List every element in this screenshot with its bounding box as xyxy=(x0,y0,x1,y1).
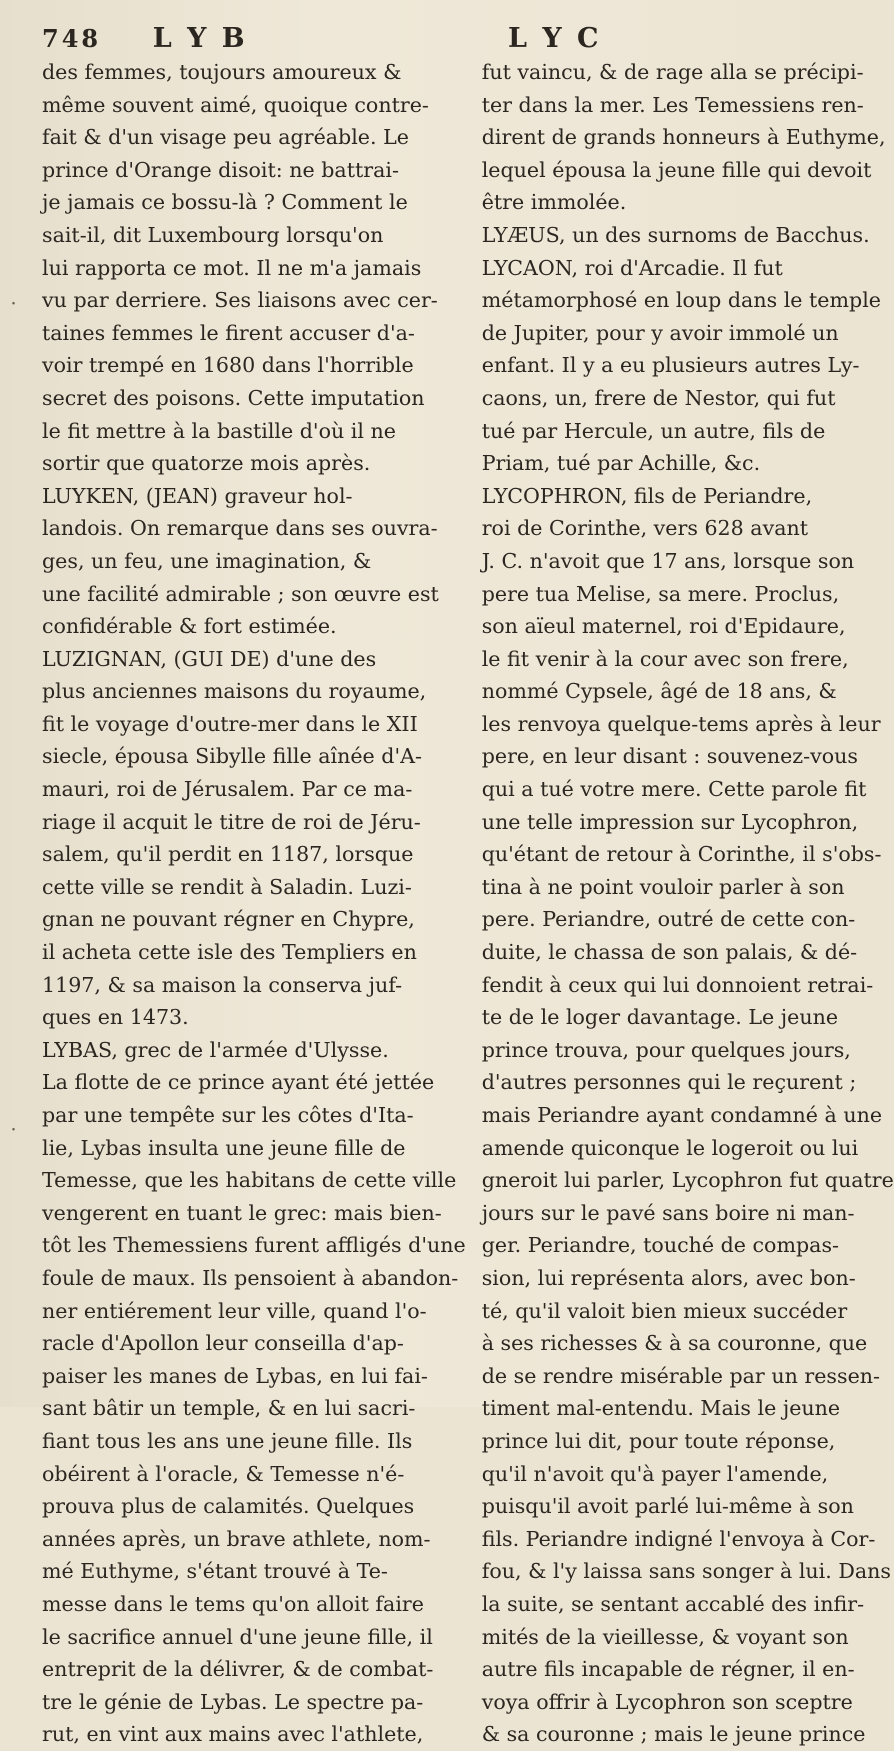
text-line: LYÆUS, un des surnoms de Bacchus. xyxy=(481,222,870,247)
text-line: tôt les Themessiens furent affligés d'une xyxy=(42,1233,466,1258)
text-line: métamorphosé en loup dans le temple xyxy=(481,288,881,313)
text-line: ger. Periandre, touché de compas- xyxy=(481,1233,839,1258)
text-line: de se rendre misérable par un ressen- xyxy=(481,1363,880,1388)
text-line: paiser les manes de Lybas, en lui fai- xyxy=(42,1363,428,1388)
text-line: ter dans la mer. Les Temessiens ren- xyxy=(481,92,864,117)
text-line: prince lui dit, pour toute réponse, xyxy=(481,1428,836,1453)
text-line: le sacrifice annuel d'une jeune fille, il xyxy=(42,1624,433,1649)
text-line: sortir que quatorze mois après. xyxy=(42,451,371,476)
text-line: nommé Cypsele, âgé de 18 ans, & xyxy=(481,679,837,704)
text-line: Temesse, que les habitans de cette ville xyxy=(42,1168,457,1193)
text-line: salem, qu'il perdit en 1187, lorsque xyxy=(42,842,414,867)
text-line: prouva plus de calamités. Quelques xyxy=(42,1494,415,1519)
left-column xyxy=(42,56,466,1751)
text-line: sant bâtir un temple, & en lui sacri- xyxy=(42,1396,416,1421)
text-line: fiant tous les ans une jeune fille. Ils xyxy=(42,1428,413,1453)
text-line: voya offrir à Lycophron son sceptre xyxy=(481,1689,853,1714)
text-line: tre le génie de Lybas. Le spectre pa- xyxy=(42,1689,424,1714)
text-line: mauri, roi de Jérusalem. Par ce ma- xyxy=(42,777,413,802)
text-line: lui rapporta ce mot. Il ne m'a jamais xyxy=(42,255,422,280)
text-line: puisqu'il avoit parlé lui-même à son xyxy=(481,1494,854,1519)
text-line: tué par Hercule, un autre, fils de xyxy=(481,418,826,443)
text-line: prince trouva, pour quelques jours, xyxy=(481,1037,851,1062)
text-line: le fit mettre à la bastille d'où il ne xyxy=(42,418,396,443)
text-line: Priam, tué par Achille, &c. xyxy=(481,451,761,476)
header-right xyxy=(308,23,774,54)
text-line: J. C. n'avoit que 17 ans, lorsque son xyxy=(481,548,855,573)
text-line: fou, & l'y laissa sans songer à lui. Dans xyxy=(481,1559,891,1584)
text-line: te de le loger davantage. Le jeune xyxy=(481,1005,839,1030)
text-line: racle d'Apollon leur conseilla d'ap- xyxy=(42,1331,404,1356)
text-line: pere. Periandre, outré de cette con- xyxy=(481,907,856,932)
text-line: obéirent à l'oracle, & Temesse n'é- xyxy=(42,1461,405,1486)
text-columns xyxy=(42,56,894,1751)
text-line: riage il acquit le titre de roi de Jéru- xyxy=(42,809,421,834)
text-line: de Jupiter, pour y avoir immolé un xyxy=(481,320,839,345)
text-line: dirent de grands honneurs à Euthyme, xyxy=(481,125,886,150)
text-line: cette ville se rendit à Saladin. Luzi- xyxy=(42,874,412,899)
text-line: LUZIGNAN, (GUI DE) d'une des xyxy=(42,646,377,671)
text-line: sion, lui représenta alors, avec bon- xyxy=(481,1265,856,1290)
text-line: vu par derriere. Ses liaisons avec cer- xyxy=(42,288,438,313)
text-line: le fit venir à la cour avec son frere, xyxy=(481,646,849,671)
text-line: pere tua Melise, sa mere. Proclus, xyxy=(481,581,840,606)
text-line: prince d'Orange disoit: ne battrai- xyxy=(42,157,399,182)
text-line: je jamais ce bossu-là ? Comment le xyxy=(42,190,408,215)
text-line: roi de Corinthe, vers 628 avant xyxy=(481,516,809,541)
header-left xyxy=(42,23,308,54)
text-line: fils. Periandre indigné l'envoya à Cor- xyxy=(481,1526,876,1551)
text-line: gnan ne pouvant régner en Chypre, xyxy=(42,907,415,932)
text-line: siecle, épousa Sibylle fille aînée d'A- xyxy=(42,744,422,769)
left-running-title: L Y B xyxy=(152,23,248,54)
text-line: duite, le chassa de son palais, & dé- xyxy=(481,940,858,965)
text-line: son aïeul maternel, roi d'Epidaure, xyxy=(481,614,846,639)
text-line: té, qu'il valoit bien mieux succéder xyxy=(481,1298,848,1323)
text-line: plus anciennes maisons du royaume, xyxy=(42,679,427,704)
text-line: amende quiconque le logeroit ou lui xyxy=(481,1135,859,1160)
text-line: qu'étant de retour à Corinthe, il s'obs- xyxy=(481,842,882,867)
text-line: jours sur le pavé sans boire ni man- xyxy=(481,1200,855,1225)
text-line: fendit à ceux qui lui donnoient retrai- xyxy=(481,972,874,997)
text-line: fait & d'un visage peu agréable. Le xyxy=(42,125,409,150)
right-column xyxy=(482,56,894,1751)
text-line: La flotte de ce prince ayant été jettée xyxy=(42,1070,435,1095)
margin-mark: ˙ xyxy=(8,1126,19,1151)
text-line: ges, un feu, une imagination, & xyxy=(42,548,372,573)
text-line: mé Euthyme, s'étant trouvé à Te- xyxy=(42,1559,388,1584)
text-line: lequel épousa la jeune fille qui devoit xyxy=(481,157,872,182)
text-line: voir trempé en 1680 dans l'horrible xyxy=(42,353,414,378)
text-line: tina à ne point vouloir parler à son xyxy=(481,874,845,899)
text-line: les renvoya quelque-tems après à leur xyxy=(481,711,881,736)
text-line: gneroit lui parler, Lycophron fut quatre xyxy=(481,1168,894,1193)
text-line: 1197, & sa maison la conserva juf- xyxy=(42,972,403,997)
text-line: fut vaincu, & de rage alla se précipi- xyxy=(481,60,864,84)
text-line: qui a tué votre mere. Cette parole fit xyxy=(481,777,867,802)
text-line: être immolée. xyxy=(481,190,627,215)
text-line: confidérable & fort estimée. xyxy=(42,614,337,639)
text-line: LYBAS, grec de l'armée d'Ulysse. xyxy=(42,1037,389,1062)
text-line: sait-il, dit Luxembourg lorsqu'on xyxy=(42,222,384,247)
text-line: taines femmes le firent accuser d'a- xyxy=(42,320,415,345)
text-line: ques en 1473. xyxy=(42,1005,189,1030)
text-line: par une tempête sur les côtes d'Ita- xyxy=(42,1103,414,1127)
text-line: messe dans le tems qu'on alloit faire xyxy=(42,1591,424,1616)
text-line: LYCAON, roi d'Arcadie. Il fut xyxy=(481,255,783,280)
text-line: années après, un brave athlete, nom- xyxy=(42,1526,431,1551)
text-line: même souvent aimé, quoique contre- xyxy=(42,92,429,117)
text-line: pere, en leur disant : souvenez-vous xyxy=(481,744,858,769)
text-line: une facilité admirable ; son œuvre est xyxy=(42,581,439,606)
text-line: secret des poisons. Cette imputation xyxy=(42,385,425,410)
text-line: rut, en vint aux mains avec l'athlete, xyxy=(42,1722,424,1747)
text-line: mités de la vieillesse, & voyant son xyxy=(481,1624,849,1649)
text-line: des femmes, toujours amoureux & xyxy=(42,60,402,84)
text-line: à ses richesses & à sa couronne, que xyxy=(481,1331,868,1356)
text-line: la suite, se sentant accablé des infir- xyxy=(481,1591,865,1616)
text-line: d'autres personnes qui le reçurent ; xyxy=(481,1070,857,1095)
text-line: caons, un, frere de Nestor, qui fut xyxy=(481,385,836,410)
running-header xyxy=(42,14,774,54)
text-line: autre fils incapable de régner, il en- xyxy=(481,1657,855,1682)
text-line: & sa couronne ; mais le jeune prince xyxy=(481,1722,866,1747)
text-line: ner entiérement leur ville, quand l'o- xyxy=(42,1298,427,1323)
right-running-title: L Y C xyxy=(508,23,602,54)
text-line: LUYKEN, (JEAN) graveur hol- xyxy=(42,483,353,508)
text-line: vengerent en tuant le grec: mais bien- xyxy=(42,1200,442,1225)
text-line: LYCOPHRON, fils de Periandre, xyxy=(481,483,813,508)
margin-mark: ˙ xyxy=(8,300,19,325)
text-line: une telle impression sur Lycophron, xyxy=(481,809,859,834)
text-line: mais Periandre ayant condamné à une xyxy=(481,1103,883,1127)
text-line: entreprit de la délivrer, & de combat- xyxy=(42,1657,434,1682)
text-line: landois. On remarque dans ses ouvra- xyxy=(42,516,438,541)
text-line: timent mal-entendu. Mais le jeune xyxy=(481,1396,841,1421)
text-line: qu'il n'avoit qu'à payer l'amende, xyxy=(481,1461,829,1486)
page-number: 748 xyxy=(42,24,102,53)
text-line: lie, Lybas insulta une jeune fille de xyxy=(42,1135,406,1160)
text-line: enfant. Il y a eu plusieurs autres Ly- xyxy=(481,353,860,378)
text-line: foule de maux. Ils pensoient à abandon- xyxy=(42,1265,459,1290)
text-line: il acheta cette isle des Templiers en xyxy=(42,940,417,965)
text-line: fit le voyage d'outre-mer dans le XII xyxy=(42,711,418,736)
